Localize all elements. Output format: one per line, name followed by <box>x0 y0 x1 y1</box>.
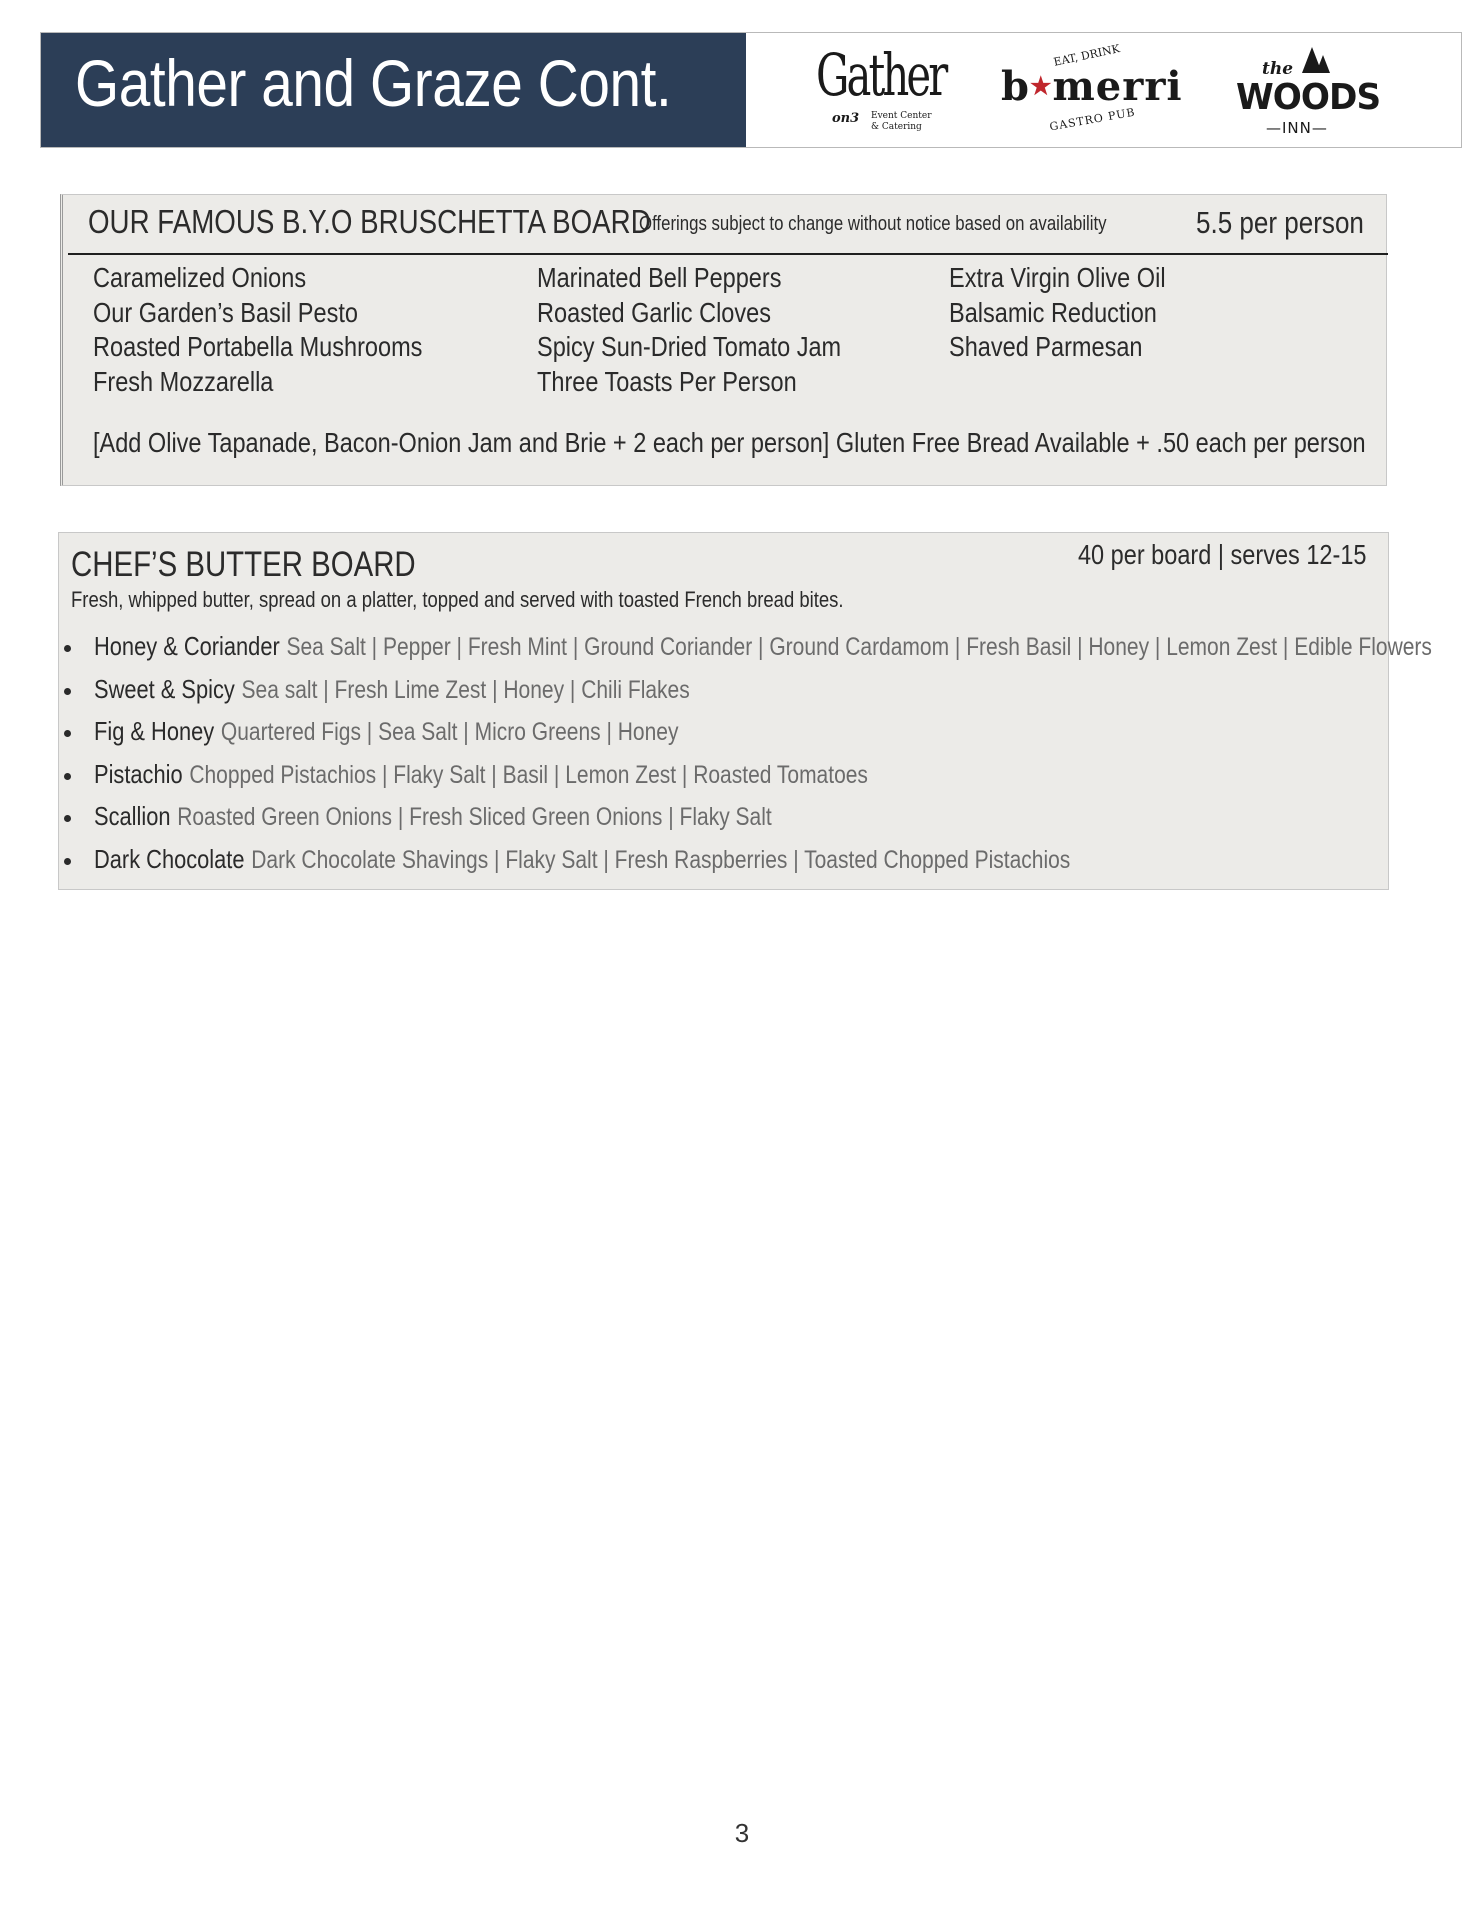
list-item: Three Toasts Per Person <box>537 365 797 397</box>
flavor-name: Pistachio <box>94 758 183 789</box>
flavor-ingredients: Roasted Green Onions | Fresh Sliced Green Onions | Flaky Salt <box>177 803 772 831</box>
gather-logo-subtitle <box>871 111 932 133</box>
bmerri-logo-pub: GASTRO PUB <box>1048 105 1137 134</box>
gather-on3-logo <box>816 41 946 141</box>
bruschetta-board-section <box>60 194 1387 486</box>
list-item: Caramelized Onions <box>93 262 307 293</box>
tree-icon <box>1316 55 1330 73</box>
gather-logo-on3: on3 <box>832 111 860 126</box>
flavor-ingredients: Chopped Pistachios | Flaky Salt | Basil | Lemon Zest | Roasted Tomatoes <box>189 760 868 789</box>
bullet-icon <box>64 773 71 780</box>
bullet-icon <box>64 858 71 865</box>
woods-inn-logo <box>1236 41 1381 141</box>
flavor-name: Sweet & Spicy <box>94 673 235 704</box>
page-title: Gather and Graze Cont. <box>75 46 672 120</box>
list-item: Fresh Mozzarella <box>93 365 274 397</box>
woods-logo-wordmark: WOODS <box>1236 77 1381 118</box>
gather-logo-text: Gather <box>816 41 946 109</box>
bruschetta-add-ons: [Add Olive Tapanade, Bacon-Onion Jam and Brie + 2 each per person] Gluten Free Bread Available + .50 each per person <box>93 427 1366 458</box>
list-item: Shaved Parmesan <box>949 331 1143 362</box>
header-banner <box>40 32 1462 148</box>
bruschetta-column-3 <box>949 261 1207 365</box>
butter-board-title: CHEF’S BUTTER BOARD <box>71 545 416 584</box>
list-item <box>59 670 1388 713</box>
bruschetta-column-1 <box>93 261 485 399</box>
bruschetta-availability-note: Offerings subject to change without notice based on availability <box>639 213 1107 235</box>
butter-board-price: 40 per board | serves 12-15 <box>1077 539 1366 570</box>
flavor-name: Dark Chocolate <box>94 843 245 874</box>
flavor-ingredients: Sea salt | Fresh Lime Zest | Honey | Chili Flakes <box>241 675 690 704</box>
gather-logo-sub-line2: & Catering <box>871 122 922 132</box>
section-divider <box>68 253 1388 255</box>
gather-logo-sub-line1: Event Center <box>871 111 932 121</box>
bmerri-logo-b: b <box>1001 63 1030 110</box>
list-item: Balsamic Reduction <box>949 296 1157 328</box>
list-item <box>59 797 1388 840</box>
bruschetta-price: 5.5 per person <box>1196 205 1364 240</box>
list-item <box>59 712 1388 755</box>
woods-logo-inn: —INN— <box>1266 119 1328 137</box>
flavor-name: Fig & Honey <box>94 716 215 746</box>
butter-flavor-list <box>59 627 1432 882</box>
bruschetta-column-2 <box>537 261 899 399</box>
list-item: Spicy Sun-Dried Tomato Jam <box>537 331 842 362</box>
list-item <box>59 840 1388 883</box>
page-number: 3 <box>734 1818 750 1848</box>
flavor-name: Scallion <box>94 801 171 831</box>
list-item <box>59 755 1388 798</box>
bullet-icon <box>64 645 71 652</box>
butter-board-section <box>58 532 1432 890</box>
bruschetta-title: OUR FAMOUS B.Y.O BRUSCHETTA BOARD <box>88 203 651 240</box>
list-item: Roasted Portabella Mushrooms <box>93 331 423 362</box>
flavor-name: Honey & Coriander <box>94 631 280 661</box>
flavor-ingredients: Dark Chocolate Shavings | Flaky Salt | Fresh Raspberries | Toasted Chopped Pistachios <box>251 845 1071 874</box>
bullet-icon <box>64 730 71 737</box>
bullet-icon <box>64 688 71 695</box>
list-item <box>59 627 1432 670</box>
list-item: Roasted Garlic Cloves <box>537 296 771 328</box>
bullet-icon <box>64 815 71 822</box>
title-block <box>41 33 746 147</box>
flavor-ingredients: Quartered Figs | Sea Salt | Micro Greens | Honey <box>220 718 679 746</box>
bmerri-logo <box>1001 42 1183 137</box>
bmerri-logo-wordmark <box>1001 63 1183 110</box>
list-item: Our Garden’s Basil Pesto <box>93 296 358 328</box>
woods-logo-the: the <box>1262 59 1294 79</box>
list-item: Extra Virgin Olive Oil <box>949 262 1166 293</box>
list-item: Marinated Bell Peppers <box>537 262 782 293</box>
flavor-ingredients: Sea Salt | Pepper | Fresh Mint | Ground Coriander | Ground Cardamom | Fresh Basil | Honey | Lemon Zest | Edible Flowers <box>286 633 1432 661</box>
butter-board-description: Fresh, whipped butter, spread on a platter, topped and served with toasted French bread bites. <box>71 587 844 612</box>
bmerri-logo-tagline: EAT, DRINK <box>1052 42 1121 69</box>
bmerri-logo-merri: merri <box>1052 63 1183 110</box>
star-icon: ★ <box>1029 71 1053 100</box>
